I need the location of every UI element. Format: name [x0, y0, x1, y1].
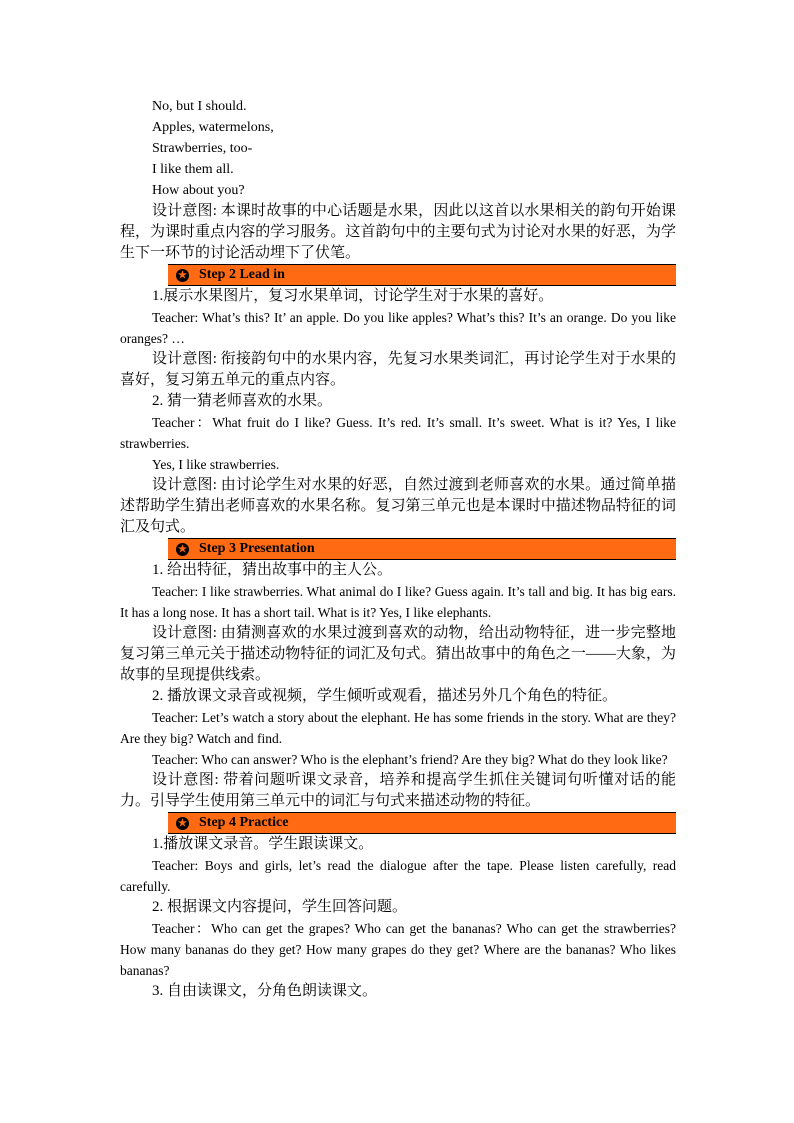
step-title: Step 3 Presentation — [199, 541, 315, 556]
teacher-dialogue: Teacher: Let’s watch a story about the elephant. He has some friends in the story. What are they? Are they big? Watch and find. — [120, 710, 676, 746]
teacher-dialogue: Teacher: I like strawberries. What animal do I like? Guess again. It’s tall and big. It has big ears. It has a long nose. It has a short tail. What is it? Yes, I like elephants. — [120, 584, 676, 620]
poem-line: Strawberries, too- — [152, 141, 253, 156]
step-title: Step 2 Lead in — [199, 267, 285, 282]
design-intent-paragraph: 设计意图: 衔接韵句中的水果内容，先复习水果类词汇，再讨论学生对于水果的喜好，复习第五单元的重点内容。 — [120, 351, 676, 388]
poem-line: How about you? — [152, 183, 245, 198]
design-intent-paragraph: 设计意图: 本课时故事的中心话题是水果，因此以这首以水果相关的韵句开始课程，为课时重点内容的学习服务。这首韵句中的主要句式为讨论对水果的好恶，为学生下一环节的讨论活动埋下了伏笔。 — [120, 203, 676, 261]
step-4-header — [168, 812, 676, 834]
teacher-dialogue: Teacher: What’s this? It’ an apple. Do you like apples? What’s this? It’s an orange. Do you like oranges? … — [120, 310, 676, 346]
step-item: 2. 猜一猜老师喜欢的水果。 — [152, 393, 333, 409]
design-intent-paragraph: 设计意图: 由讨论学生对水果的好恶，自然过渡到老师喜欢的水果。通过简单描述帮助学生猜出老师喜欢的水果名称。复习第三单元也是本课时中描述物品特征的词汇及句式。 — [120, 477, 676, 535]
step-title: Step 4 Practice — [199, 815, 289, 830]
step-item: 1.展示水果图片，复习水果单词，讨论学生对于水果的喜好。 — [152, 288, 554, 304]
step-3-header — [168, 538, 676, 560]
student-dialogue: Yes, I like strawberries. — [152, 457, 280, 472]
step-item: 2. 播放课文录音或视频，学生倾听或观看，描述另外几个角色的特征。 — [152, 688, 618, 704]
poem-line: I like them all. — [152, 162, 234, 177]
teacher-dialogue: Teacher：What fruit do I like? Guess. It’s red. It’s small. It’s sweet. What is it? Yes, I like strawberries. — [120, 415, 676, 451]
design-intent-paragraph: 设计意图: 带着问题听课文录音，培养和提高学生抓住关键词句听懂对话的能力。引导学生使用第三单元中的词汇与句式来描述动物的特征。 — [120, 772, 676, 809]
teacher-dialogue: Teacher：Who can get the grapes? Who can get the bananas? Who can get the strawberries? How many bananas do they get? How many grapes do they get? Where are the bananas? Who likes bananas? — [120, 921, 676, 978]
step-item: 1. 给出特征，猜出故事中的主人公。 — [152, 562, 393, 578]
teacher-dialogue: Teacher: Boys and girls, let’s read the dialogue after the tape. Please listen carefully, read carefully. — [120, 858, 676, 894]
step-2-header — [168, 264, 676, 286]
poem-line: No, but I should. — [152, 99, 247, 114]
star-bullet-icon: ★ — [176, 543, 189, 556]
design-intent-paragraph: 设计意图: 由猜测喜欢的水果过渡到喜欢的动物，给出动物特征，进一步完整地复习第三单元关于描述动物特征的词汇及句式。猜出故事中的角色之一——大象，为故事的呈现提供线索。 — [120, 625, 676, 683]
step-item: 3. 自由读课文，分角色朗读课文。 — [152, 983, 378, 999]
document-page — [120, 96, 676, 1002]
star-bullet-icon: ★ — [176, 817, 189, 830]
star-bullet-icon: ★ — [176, 269, 189, 282]
teacher-dialogue: Teacher: Who can answer? Who is the elephant’s friend? Are they big? What do they look like? — [152, 752, 668, 767]
step-item: 1.播放课文录音。学生跟读课文。 — [152, 836, 374, 852]
poem-line: Apples, watermelons, — [152, 120, 274, 135]
step-item: 2. 根据课文内容提问，学生回答问题。 — [152, 899, 408, 915]
